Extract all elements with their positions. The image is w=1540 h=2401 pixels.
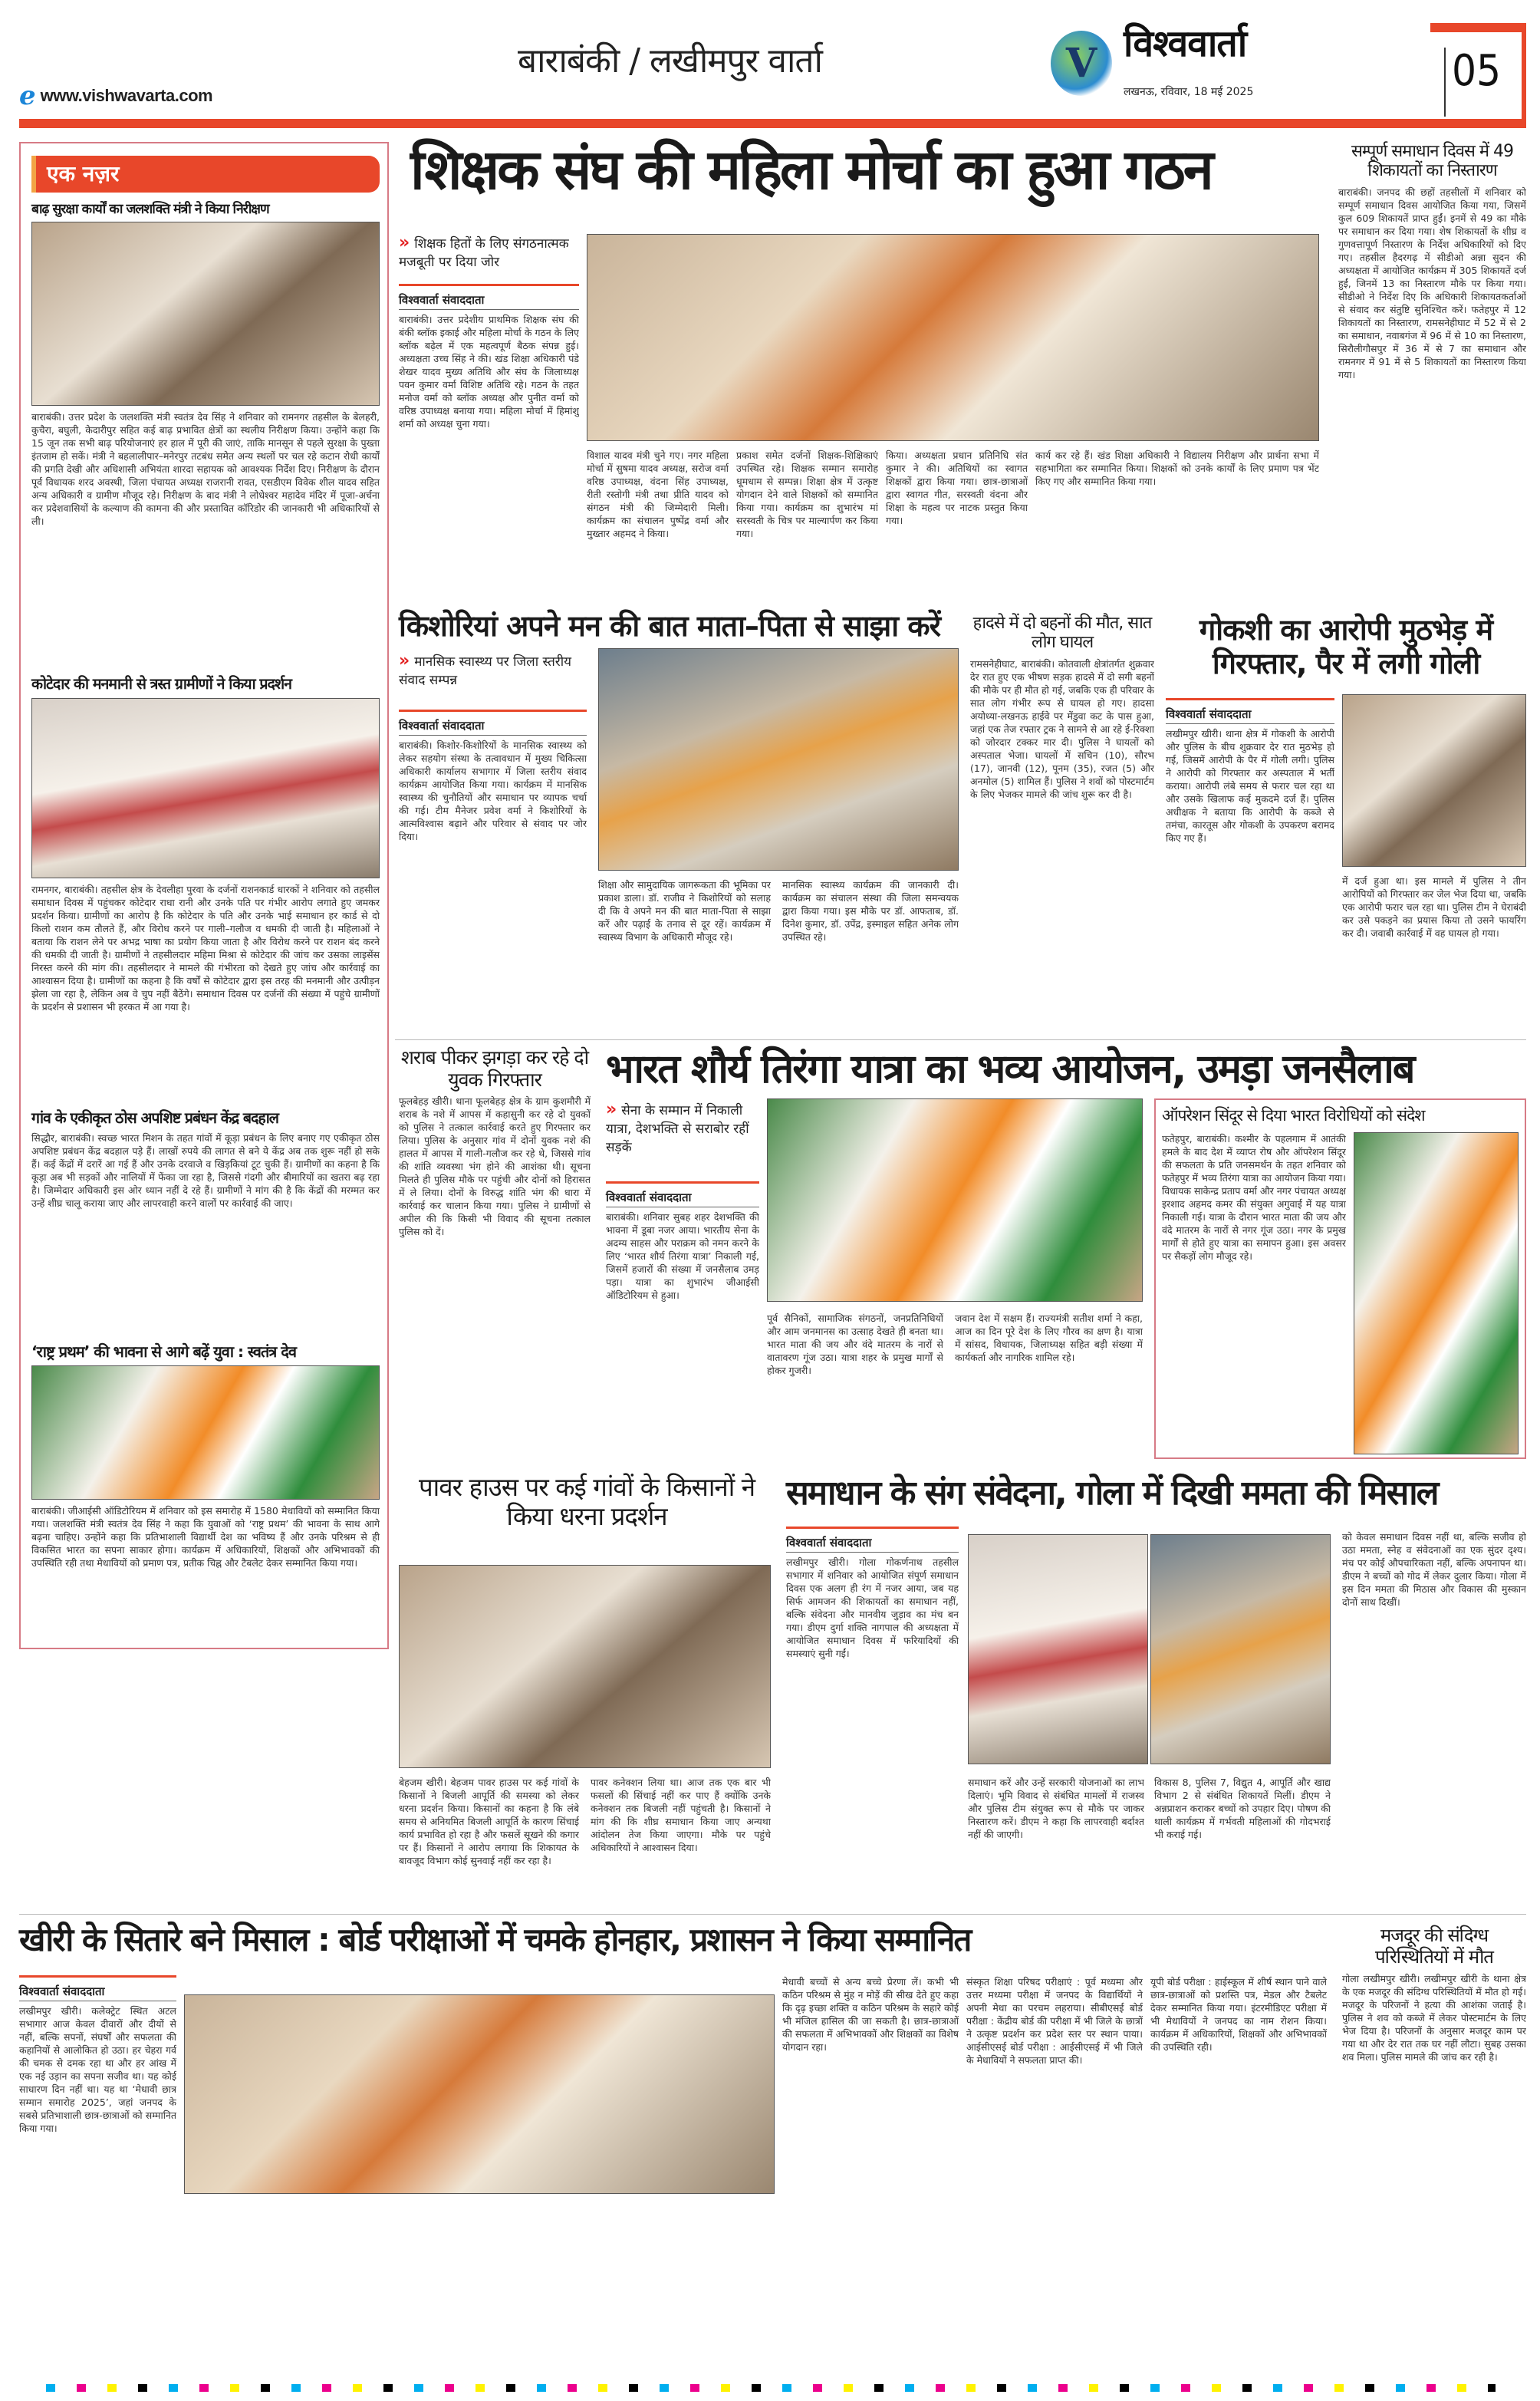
kicker: » मानसिक स्वास्थ्य पर जिला स्तरीय संवाद सम्पन्न [399, 651, 572, 688]
byline: विश्ववार्ता संवाददाता [786, 1527, 959, 1553]
dateline: लखनऊ, रविवार, 18 मई 2025 [1124, 86, 1254, 98]
photo [399, 1565, 771, 1768]
photo [31, 1365, 380, 1500]
brand-logo [1051, 31, 1112, 96]
v-logo-icon: V [1065, 40, 1097, 87]
page-number: 05 [1452, 46, 1502, 96]
divider [19, 1914, 1526, 1915]
ek-nazar-label: एक नज़र [31, 156, 380, 193]
article-body: रामसनेहीघाट, बाराबंकी। कोतवाली क्षेत्रांतर्गत शुक्रवार देर रात हुए एक भीषण सड़क हादसे में दो सगी बहनों की मौके पर ही मौत हो गई, जबकि एक ही परिवार के सात लोग गंभीर रूप से घायल हो गए। हादसा अयोध्या-लखनऊ हाईवे पर मेंडुवा कट के पास हुआ, जहां एक तेज रफ्तार ट्रक ने सामने से आ रहे ई-रिक्शा को जोरदार टक्कर मार दी। पुलिस ने घायलों को अस्पताल भेजा। घायलों में सचिन (10), सौरभ (17), जानवी (12), पूनम (35), रजत (5) और अनमोल (5) शामिल हैं। पुलिस ने शवों को पोस्टमार्टम के लिए भेजकर मामले की जांच शुरू कर दी है। [970, 657, 1154, 800]
chevron-icon: » [606, 1100, 617, 1119]
chevron-icon: » [399, 233, 410, 252]
browser-e-icon: e [19, 81, 36, 111]
article-body: बेहजम खीरी। बेहजम पावर हाउस पर कई गांवों के किसानों ने बिजली आपूर्ति की समस्या को लेकर धरना प्रदर्शन किया। किसानों का कहना है कि लंबे समय से अनियमित बिजली आपूर्ति के कारण सिंचाई कार्य प्रभावित हो रहा है और फसलें सूखने की कगार पर हैं। किसानों ने आरोप लगाया कि शिकायत के बावजूद विभाग कोई सुनवाई नहीं कर रहा है। [399, 1777, 579, 1866]
article-body: बाराबंकी। जनपद की छहों तहसीलों में शनिवार को सम्पूर्ण समाधान दिवस आयोजित किया गया, जिसमें कुल 609 शिकायतें प्राप्त हुईं। इनमें से 49 का मौके पर समाधान कर दिया गया। शेष शिकायतों के शीघ्र व गुणवत्तापूर्ण निस्तारण के निर्देश अधिकारियों को दिए गए। तहसील हैदरगढ़ में सीडीओ अन्ना सुदन की अध्यक्षता में आयोजित कार्यक्रम में 305 शिकायतें दर्ज हुईं, जिनमें 13 का निस्तारण मौके पर किया गया। सीडीओ ने निर्देश दिए कि अधिकारी शिकायतकर्ताओं से संवाद कर संतुष्टि सुनिश्चित करें। फतेहपुर में 12 शिकायतों का निस्तारण, रामसनेहीघाट में 52 में से 2 का समाधान, नवाबगंज में 96 में से 10 का निस्तारण, सिरौलीगौसपुर में 36 में से 7 का समाधान और रामनगर में 91 में से 5 शिकायतों का निस्तारण किया गया। [1338, 186, 1526, 380]
masthead [19, 0, 1526, 130]
headline: हादसे में दो बहनों की मौत, सात लोग घायल [972, 614, 1152, 653]
divider [395, 1039, 1526, 1040]
byline: विश्ववार्ता संवाददाता [606, 1181, 759, 1207]
brand-name: विश्ववार्ता [1124, 22, 1247, 65]
article-body: रामनगर, बाराबंकी। तहसील क्षेत्र के देवलीहा पुरवा के दर्जनों राशनकार्ड धारकों ने शनिवार को तहसील समाधान दिवस में पहुंचकर कोटेदार राधा रानी और उनके पति पर गंभीर आरोप लगाते हुए जमकर प्रदर्शन किया। ग्रामीणों का आरोप है कि कोटेदार के पति और उनके भाई समाधान हर कार्ड से दो किलो राशन कम तौलते हैं, और विरोध करने पर गाली–गलौज व धमकी दी जाती है। महिलाओं ने बताया कि राशन लेने पर अभद्र भाषा का प्रयोग किया जाता है और विरोध करने पर राशन बंद करने की धमकी दी जाती है। ग्रामीणों ने तहसीलदार महिमा मिश्रा से कोटेदार की जांच कर उसका लाइसेंस निरस्त करने की मांग की। तहसीलदार ने मामले की गंभीरता को देखते हुए जांच और कार्रवाई का आश्वासन दिया है। ग्रामीणों का कहना है कि वर्षों से कोटेदार द्वारा इस तरह की मनमानी और उत्पीड़न झेला जा रहा है, लेकिन अब वे चुप नहीं बैठेंगे। समाधान दिवस पर दर्जनों की संख्या में पहुंचे ग्रामीणों के प्रदर्शन से प्रशासन भी हरकत में आ गया है। [31, 883, 380, 1013]
photo [31, 698, 380, 878]
article-body: शिक्षा और सामुदायिक जागरूकता की भूमिका पर प्रकाश डाला। डॉ. राजीव ने किशोरियों को सलाह दी कि वे अपने मन की बात माता-पिता से साझा करें और पढ़ाई के तनाव से दूर रहें। कार्यक्रम में स्वास्थ्य विभाग के अधिकारी मौजूद रहे। [598, 879, 771, 943]
article-body: संस्कृत शिक्षा परिषद परीक्षाएं : पूर्व मध्यमा और उत्तर मध्यमा परीक्षा में जनपद के विद्यार्थियों ने अपनी मेधा का परचम लहराया। सीबीएसई बोर्ड परीक्षा : केंद्रीय बोर्ड की परीक्षा में भी जिले के छात्रों ने उत्कृष्ट प्रदर्शन कर प्रदेश स्तर पर स्थान पाया। आईसीएसई बोर्ड परीक्षा : आईसीएसई में भी जिले के मेधावियों ने सफलता प्राप्त की। [966, 1976, 1143, 2066]
article-body: विशाल यादव मंत्री चुने गए। नगर महिला मोर्चा में सुषमा यादव अध्यक्ष, सरोज वर्मा वरिष्ठ उपाध्यक्ष, वंदना सिंह उपाध्यक्ष, रीती रस्तोगी मंत्री तथा प्रीति यादव को संगठन मंत्री की जिम्मेदारी मिली। कार्यक्रम का संचालन पुष्पेंद्र वर्मा और मुख्तार अहमद ने किया। [587, 450, 729, 539]
headline: समाधान के संग संवेदना, गोला में दिखी ममता की मिसाल [786, 1474, 1438, 1513]
headline: खीरी के सितारे बने मिसाल : बोर्ड परीक्षाओं में चमके होनहार, प्रशासन ने किया सम्मानित [19, 1921, 971, 1958]
ek-nazar-box [19, 142, 389, 1649]
headline: ऑपरेशन सिंदूर से दिया भारत विरोधियों को संदेश [1162, 1106, 1425, 1125]
photo [1354, 1132, 1519, 1454]
chevron-icon: » [399, 651, 410, 670]
article-body: बाराबंकी। किशोर-किशोरियों के मानसिक स्वास्थ्य को लेकर सहयोग संस्था के तत्वावधान में मुख्य चिकित्सा अधिकारी कार्यालय सभागार में जिला स्तरीय संवाद कार्यक्रम आयोजित किया गया। कार्यक्रम में मानसिक स्वास्थ्य की चुनौतियों और समाधान पर व्यापक चर्चा की गई। टीम मैनेजर प्रवेश वर्मा ने किशोरियों के आत्मविश्वास बढ़ाने और परिवार से संवाद पर जोर दिया। [399, 739, 587, 842]
inset-box [1154, 1098, 1526, 1459]
article-body: लखीमपुर खीरी। थाना क्षेत्र में गोकशी के आरोपी और पुलिस के बीच शुक्रवार देर रात मुठभेड़ हो गई, जिसमें आरोपी के पैर में गोली लगी। पुलिस ने आरोपी को गिरफ्तार कर अस्पताल में भर्ती कराया। आरोपी लंबे समय से फरार चल रहा था और उसके खिलाफ कई मुकदमे दर्ज हैं। पुलिस अधीक्षक ने बताया कि आरोपी के कब्जे से तमंचा, कारतूस और गोकशी के उपकरण बरामद किए गए हैं। [1166, 728, 1334, 844]
headline: ‘राष्ट्र प्रथम’ की भावना से आगे बढ़ें युवा : स्वतंत्र देव [31, 1342, 297, 1361]
print-color-bar [46, 2384, 1496, 2392]
photo [31, 222, 380, 406]
website-link[interactable]: e www.vishwavarta.com [19, 81, 213, 111]
article-body: पूर्व सैनिकों, सामाजिक संगठनों, जनप्रतिनिधियों और आम जनमानस का उत्साह देखते ही बनता था। भारत माता की जय और वंदे मातरम के नारों से वातावरण गूंज उठा। यात्रा शहर के प्रमुख मार्गों से होकर गुजरी। [767, 1312, 943, 1376]
headline: कोटेदार की मनमानी से त्रस्त ग्रामीणों ने किया प्रदर्शन [31, 675, 291, 693]
article-body: किया। अध्यक्षता प्रधान प्रतिनिधि संत कुमार ने की। अतिथियों का स्वागत शिक्षकों द्वारा किया गया। छात्र-छात्राओं द्वारा स्वागत गीत, सरस्वती वंदना और शिक्षा के महत्व पर नाटक प्रस्तुत किया गया। [886, 450, 1028, 526]
headline: शराब पीकर झगड़ा कर रहे दो युवक गिरफ्तार [400, 1046, 589, 1091]
article-body: बाराबंकी। उत्तर प्रदेश के जलशक्ति मंत्री स्वतंत्र देव सिंह ने शनिवार को रामनगर तहसील के बेलहरी, कुचैरा, बघुली, केदारीपुर सहित कई बाढ़ प्रभावित क्षेत्रों का स्थलीय निरीक्षण किया। उन्होंने कहा कि 15 जून तक सभी बाढ़ परियोजनाएं हर हाल में पूरी की जाएं, ताकि मानसून से पहले सुरक्षा के पुख्ता इंतजाम हो सकें। मंत्री ने बहलालीपार–मनेरपुर तटबंध समेत अन्य स्थलों पर चल रहे कटान रोधी कार्यों की प्रगति देखी और अधिशासी अभियंता शारदा सहायक को आवश्यक निर्देश दिए। निरीक्षण के दौरान पूर्व विधायक शरद अवस्थी, जिला पंचायत अध्यक्ष राजरानी रावत, एसडीएम विवेक शील यादव सहित अन्य अधिकारी व ग्रामीण मौजूद रहे। निरीक्षण के बाद मंत्री ने लोधेश्वर महादेव मंदिर में पूजा-अर्चना कर प्रदेशवासियों के कल्याण की कामना की और प्रस्तावित कॉरिडोर की जानकारी भी अधिकारियों से ली। [31, 411, 380, 528]
article-body: को केवल समाधान दिवस नहीं था, बल्कि सजीव हो उठा ममता, स्नेह व संवेदनाओं का एक सुंदर दृश्य। मंच पर कोई औपचारिकता नहीं, बल्कि अपनापन था। डीएम ने बच्चों को गोद में लेकर दुलार किया। गोला में इस दिन ममता की मिठास और विकास की मुस्कान दोनों साथ दिखीं। [1342, 1531, 1526, 1608]
section-title: बाराबंकी / लखीमपुर वार्ता [518, 41, 822, 81]
article-body: विकास 8, पुलिस 7, विद्युत 4, आपूर्ति और खाद्य विभाग 2 से संबंधित शिकायतें मिलीं। डीएम ने अन्नप्राशन कराकर बच्चों को उपहार दिए। पोषण की थाली कार्यक्रम में गर्भवती महिलाओं की गोदभराई भी कराई गई। [1154, 1777, 1331, 1840]
article-body: लखीमपुर खीरी। गोला गोकर्णनाथ तहसील सभागार में शनिवार को आयोजित संपूर्ण समाधान दिवस एक अलग ही रंग में नजर आया, जब यह सिर्फ आमजन की शिकायतों का समाधान नहीं, बल्कि संवेदना और मानवीय जुड़ाव का मंच बन गया। डीएम दुर्गा शक्ति नागपाल की अध्यक्षता में आयोजित समाधान दिवस में फरियादियों की समस्याएं सुनी गईं। [786, 1556, 959, 1659]
kicker: » शिक्षक हितों के लिए संगठनात्मक मजबूती पर दिया जोर [399, 233, 569, 270]
article-body: मानसिक स्वास्थ्य कार्यक्रम की जानकारी दी। कार्यक्रम का संचालन संस्था की जिला समन्वयक द्वारा किया गया। इस मौके पर डॉ. आफताब, डॉ. दिनेश कुमार, डॉ. उपेंद्र, इस्माइल सहित अनेक लोग उपस्थित रहे। [782, 879, 959, 943]
byline: विश्ववार्ता संवाददाता [399, 710, 587, 736]
lead-headline: शिक्षक संघ की महिला मोर्चा का हुआ गठन [410, 137, 1212, 202]
photo [598, 648, 959, 871]
headline: किशोरियां अपने मन की बात माता–पिता से साझा करें [399, 609, 941, 643]
headline: मजदूर की संदिग्ध परिस्थितियों में मौत [1375, 1925, 1493, 1968]
photo [968, 1534, 1148, 1764]
photo [767, 1098, 1143, 1302]
lead-photo [587, 234, 1319, 441]
article-body: फतेहपुर, बाराबंकी। कश्मीर के पहलगाम में आतंकी हमले के बाद देश में व्याप्त रोष और ऑपरेशन सिंदूर की सफलता के प्रति जनसमर्थन के तहत शनिवार को फतेहपुर में भव्य तिरंगा यात्रा का आयोजन किया गया। विधायक साकेन्द्र प्रताप वर्मा और नगर पंचायत अध्यक्ष इरशाद अहमद कमर की संयुक्त अगुवाई में यह यात्रा निकाली गई। यात्रा के दौरान भारत माता की जय और वंदे मातरम के नारों से नगर गूंज उठा। नगर के प्रमुख मार्गों से होते हुए यात्रा का समापन हुआ। इस अवसर पर सैकड़ों लोग मौजूद रहे। [1162, 1133, 1346, 1262]
headline: गांव के एकीकृत ठोस अपशिष्ट प्रबंधन केंद्र बदहाल [31, 1108, 278, 1127]
kicker: » सेना के सम्मान में निकाली यात्रा, देशभक्ति से सराबोर रहीं सड़कें [606, 1100, 749, 1155]
headline: बाढ़ सुरक्षा कार्यों का जलशक्ति मंत्री ने किया निरीक्षण [31, 202, 269, 217]
page-number-box [1430, 23, 1526, 123]
article-body: बाराबंकी। उत्तर प्रदेशीय प्राथमिक शिक्षक संघ की बंकी ब्लॉक इकाई और महिला मोर्चा के गठन के लिए ब्लॉक बढ़ेल में एक महत्वपूर्ण बैठक संपन्न हुई। अध्यक्षता उच्च सिंह ने की। खंड शिक्षा अधिकारी पंडे शेखर यादव मुख्य अतिथि और संघ के जिलाध्यक्ष पवन कुमार वर्मा विशिष्ट अतिथि रहे। गठन के तहत मनोज वर्मा को ब्लॉक अध्यक्ष और पुनीत वर्मा को वरिष्ठ उपाध्यक्ष बनाया गया। महिला मोर्चा में हिमांशु शर्मा को अध्यक्ष चुना गया। [399, 314, 579, 430]
photo [184, 1994, 775, 2194]
article-body: कार्य कर रहे हैं। खंड शिक्षा अधिकारी ने विद्यालय निरीक्षण और प्रार्थना सभा में सहभागिता कर सम्मानित किया। शिक्षकों को उनके कार्यों के लिए प्रमाण पत्र भेंट किए गए और सम्मानित किया गया। [1035, 450, 1319, 487]
article-body: लखीमपुर खीरी। कलेक्ट्रेट स्थित अटल सभागार आज केवल दीवारों और दीयों से नहीं, बल्कि सपनों, संघर्षों और सफलता की कहानियों से आलोकित हो उठा। हर चेहरा गर्व की चमक से दमक रहा था और हर आंख में एक नई उड़ान का सपना सजीव था। यह कोई साधारण दिन नहीं था। यह था ‘मेधावी छात्र सम्मान समारोह 2025’, जहां जनपद के सबसे प्रतिभाशाली छात्र-छात्राओं को सम्मानित किया गया। [19, 2005, 176, 2134]
byline: विश्ववार्ता संवाददाता [19, 1975, 176, 2001]
headline: भारत शौर्य तिरंगा यात्रा का भव्य आयोजन, उमड़ा जनसैलाब [606, 1046, 1414, 1092]
article-body: बाराबंकी। शनिवार सुबह शहर देशभक्ति की भावना में डूबा नजर आया। भारतीय सेना के अदम्य साहस और पराक्रम को नमन करने के लिए ‘भारत शौर्य तिरंगा यात्रा’ निकाली गई, जिसमें हजारों की संख्या में जनसैलाब उमड़ पड़ा। यात्रा का शुभारंभ जीआईसी ऑडिटोरियम से हुआ। [606, 1211, 759, 1301]
article-body: बाराबंकी। जीआईसी ऑडिटोरियम में शनिवार को इस समारोह में 1580 मेधावियों को सम्मानित किया गया। जलशक्ति मंत्री स्वतंत्र देव सिंह ने कहा कि युवाओं को ‘राष्ट्र प्रथम’ की भावना के साथ आगे बढ़ना चाहिए। उन्होंने कहा कि प्रतिभाशाली विद्यार्थी देश का भविष्य हैं और उनके परिश्रम से ही विकसित भारत का सपना साकार होगा। कार्यक्रम में अधिकारियों, शिक्षकों और अभिभावकों की उपस्थिति रही तथा मेधावियों को प्रमाण पत्र, प्रतीक चिह्न और टैबलेट देकर सम्मानित किया गया। [31, 1504, 380, 1569]
article-body: फूलबेहड़ खीरी। थाना फूलबेहड़ क्षेत्र के ग्राम कुशमौरी में शराब के नशे में आपस में कहासुनी कर रहे दो युवकों को पुलिस ने तत्काल कार्रवाई करते हुए गिरफ्तार कर लिया। पुलिस के अनुसार गांव में दोनों युवक नशे की हालत में आपस में गाली-गलौज कर रहे थे, जिससे गांव की शांति व्यवस्था भंग होने की आशंका थी। सूचना मिलते ही पुलिस मौके पर पहुंची और दोनों को हिरासत में ले लिया। दोनों के विरुद्ध शांति भंग की धारा में कार्रवाई कर चालान किया गया। पुलिस ने ग्रामीणों से अपील की कि किसी भी विवाद की सूचना तत्काल पुलिस को दें। [399, 1095, 591, 1237]
article-body: गोला लखीमपुर खीरी। लखीमपुर खीरी के थाना क्षेत्र के एक मजदूर की संदिग्ध परिस्थितियों में मौत हो गई। मजदूर के परिजनों ने हत्या की आशंका जताई है। पुलिस ने शव को कब्जे में लेकर पोस्टमार्टम के लिए भेज दिया है। परिजनों के अनुसार मजदूर काम पर गया था और देर रात तक घर नहीं लौटा। सुबह उसका शव मिला। पुलिस मामले की जांच कर रही है। [1342, 1973, 1526, 2063]
article-body: जवान देश में सक्षम हैं। राज्यमंत्री सतीश शर्मा ने कहा, आज का दिन पूरे देश के लिए गौरव का क्षण है। यात्रा में सांसद, विधायक, जिलाध्यक्ष सहित बड़ी संख्या में कार्यकर्ता और नागरिक शामिल रहे। [955, 1312, 1143, 1363]
headline: गोकशी का आरोपी मुठभेड़ में गिरफ्तार, पैर में लगी गोली [1199, 613, 1493, 680]
article-body: सिद्धौर, बाराबंकी। स्वच्छ भारत मिशन के तहत गांवों में कूड़ा प्रबंधन के लिए बनाए गए एकीकृत ठोस अपशिष्ट प्रबंधन केंद्र बदहाल पड़े हैं। लाखों रुपये की लागत से बने ये केंद्र अब तक शुरू नहीं हो सके हैं। कई केंद्रों में दरारें आ गई हैं और उनके दरवाजे व खिड़कियां टूट चुकी हैं। ग्रामीणों का कहना है कि कूड़ा अब भी सड़कों और नालियों में फेंका जा रहा है, जिससे गंदगी और बीमारियों का खतरा बढ़ रहा है। जिम्मेदार अधिकारी इस ओर ध्यान नहीं दे रहे हैं। ग्रामीणों ने मांग की है कि केंद्रों की मरम्मत कर उन्हें शीघ्र चालू कराया जाए और लापरवाही करने वालों पर कार्रवाई की जाए। [31, 1131, 380, 1209]
article-body: पावर कनेक्शन लिया था। आज तक एक बार भी फसलों की सिंचाई नहीं कर पाए हैं क्योंकि उनके कनेक्शन तक बिजली नहीं पहुंचती है। किसानों ने मांग की कि शीघ्र समाधान किया जाए अन्यथा आंदोलन तेज किया जाएगा। मौके पर पहुंचे अधिकारियों ने आश्वासन दिया। [591, 1777, 771, 1853]
byline: विश्ववार्ता संवाददाता [399, 284, 579, 310]
headline: सम्पूर्ण समाधान दिवस में 49 शिकायतों का निस्तारण [1351, 142, 1514, 181]
article-body: में दर्ज हुआ था। इस मामले में पुलिस ने तीन आरोपियों को गिरफ्तार कर जेल भेज दिया था, जबकि एक आरोपी फरार चल रहा था। पुलिस टीम ने घेराबंदी कर उसे पकड़ने का प्रयास किया तो उसने फायरिंग कर दी। जवाबी कार्रवाई में वह घायल हो गया। [1342, 875, 1526, 939]
header-rule [19, 119, 1526, 128]
photo [1342, 694, 1526, 867]
byline: विश्ववार्ता संवाददाता [1166, 698, 1334, 724]
photo [1150, 1534, 1331, 1764]
article-body: यूपी बोर्ड परीक्षा : हाईस्कूल में शीर्ष स्थान पाने वाले छात्र-छात्राओं को प्रशस्ति पत्र, मेडल और टैबलेट देकर सम्मानित किया गया। इंटरमीडिएट परीक्षा में भी मेधावियों ने जनपद का नाम रोशन किया। कार्यक्रम में अधिकारियों, शिक्षकों और अभिभावकों की उपस्थिति रही। [1150, 1976, 1327, 2053]
headline: पावर हाउस पर कई गांवों के किसानों ने किया धरना प्रदर्शन [418, 1472, 755, 1531]
article-body: मेधावी बच्चों से अन्य बच्चे प्रेरणा लें। कभी भी कठिन परिश्रम से मुंह न मोड़ें की सीख देते हुए कहा कि दृढ़ इच्छा शक्ति व कठिन परिश्रम के सहारे कोई भी मंजिल हासिल की जा सकती है। छात्र-छात्राओं की सफलता में अभिभावकों और शिक्षकों का विशेष योगदान रहा। [782, 1976, 959, 2053]
article-body: समाधान करें और उन्हें सरकारी योजनाओं का लाभ दिलाएं। भूमि विवाद से संबंधित मामलों में राजस्व और पुलिस टीम संयुक्त रूप से मौके पर जाकर निस्तारण करें। डीएम ने कहा कि लापरवाही बर्दाश्त नहीं की जाएगी। [968, 1777, 1144, 1840]
article-body: प्रकाश समेत दर्जनों शिक्षक-शिक्षिकाएं उपस्थित रहे। शिक्षक सम्मान समारोह धूमधाम से सम्पन्न। शिक्षा क्षेत्र में उत्कृष्ट योगदान देने वाले शिक्षकों को सम्मानित किया गया। कार्यक्रम का शुभारंभ मां सरस्वती के चित्र पर माल्यार्पण कर किया गया। [736, 450, 878, 539]
